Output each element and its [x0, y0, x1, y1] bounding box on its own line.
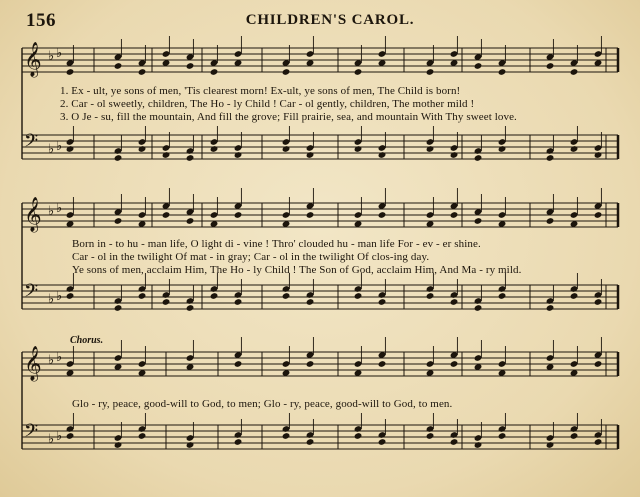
flat-sign: ♭: [48, 353, 55, 368]
system2-verse3-lyric: Ye sons of men, acclaim Him, The Ho - ly Child ! The Son of God, acclaim Him, And Ma - ry mild.: [72, 264, 522, 276]
bass-clef: 𝄢: [24, 421, 39, 446]
flat-sign: ♭: [56, 429, 63, 444]
note-head: [546, 441, 555, 449]
note-head: [450, 360, 459, 368]
note-head: [498, 68, 507, 76]
note-head: [474, 304, 483, 312]
note-head: [354, 292, 363, 300]
note-head: [474, 62, 483, 70]
flat-sign: ♭: [56, 139, 63, 154]
note-head: [378, 298, 387, 306]
note-head: [234, 360, 243, 368]
note-head: [186, 154, 195, 162]
note-head: [594, 211, 603, 219]
note-head: [306, 211, 315, 219]
note-head: [570, 432, 579, 440]
note-head: [450, 298, 459, 306]
treble-clef: 𝄞: [24, 346, 42, 381]
note-head: [210, 68, 219, 76]
note-head: [66, 145, 75, 153]
note-head: [546, 154, 555, 162]
note-head: [378, 438, 387, 446]
note-head: [426, 68, 435, 76]
note-head: [426, 145, 435, 153]
note-head: [114, 62, 123, 70]
note-head: [450, 211, 459, 219]
note-head: [594, 151, 603, 159]
note-head: [378, 211, 387, 219]
note-head: [306, 151, 315, 159]
note-head: [306, 298, 315, 306]
note-head: [210, 145, 219, 153]
note-head: [546, 304, 555, 312]
system2-verse2-lyric: Car - ol in the twilight Of mat - in gray; Car - ol in the twilight Of clos-ing day.: [72, 251, 430, 263]
note-head: [162, 151, 171, 159]
note-head: [186, 304, 195, 312]
system1-verse1-lyric: 1. Ex - ult, ye sons of men, 'Tis clearest morn! Ex-ult, ye sons of men, The Child is born!: [60, 85, 461, 97]
note-head: [474, 217, 483, 225]
note-head: [426, 292, 435, 300]
note-head: [354, 145, 363, 153]
note-head: [282, 292, 291, 300]
note-head: [378, 151, 387, 159]
bass-clef: 𝄢: [24, 281, 39, 306]
note-head: [234, 298, 243, 306]
chorus-label: Chorus.: [70, 335, 104, 346]
note-head: [450, 438, 459, 446]
note-head: [378, 360, 387, 368]
note-head: [186, 441, 195, 449]
note-head: [354, 68, 363, 76]
note-head: [234, 438, 243, 446]
note-head: [594, 298, 603, 306]
note-head: [474, 441, 483, 449]
note-head: [546, 217, 555, 225]
page-number: 156: [26, 10, 56, 31]
treble-clef: 𝄞: [24, 197, 42, 232]
flat-sign: ♭: [56, 289, 63, 304]
flat-sign: ♭: [48, 292, 55, 307]
flat-sign: ♭: [48, 432, 55, 447]
system2-verse1-lyric: Born in - to hu - man life, O light di - vine ! Thro' clouded hu - man life For - ev - er shine.: [72, 238, 481, 250]
note-head: [138, 145, 147, 153]
note-head: [114, 441, 123, 449]
note-head: [570, 292, 579, 300]
note-head: [138, 292, 147, 300]
note-head: [306, 438, 315, 446]
note-head: [570, 145, 579, 153]
note-head: [210, 292, 219, 300]
note-head: [570, 68, 579, 76]
system1-verse3-lyric: 3. O Je - su, fill the mountain, And fill the grove; Fill prairie, sea, and mountain With Thy sweet love.: [60, 111, 517, 123]
flat-sign: ♭: [48, 49, 55, 64]
note-head: [282, 145, 291, 153]
note-head: [546, 62, 555, 70]
note-head: [66, 292, 75, 300]
note-head: [282, 432, 291, 440]
note-head: [114, 217, 123, 225]
flat-sign: ♭: [56, 46, 63, 61]
note-head: [162, 211, 171, 219]
note-head: [114, 154, 123, 162]
note-head: [354, 432, 363, 440]
note-head: [474, 154, 483, 162]
hymn-title: CHILDREN'S CAROL.: [245, 12, 415, 28]
flat-sign: ♭: [48, 204, 55, 219]
note-head: [186, 217, 195, 225]
note-head: [498, 432, 507, 440]
note-head: [66, 432, 75, 440]
chorus-lyric: Glo - ry, peace, good-will to God, to men; Glo - ry, peace, good-will to God, to men.: [72, 398, 453, 410]
note-head: [498, 145, 507, 153]
note-head: [138, 432, 147, 440]
note-head: [594, 438, 603, 446]
flat-sign: ♭: [56, 201, 63, 216]
treble-clef: 𝄞: [24, 42, 42, 77]
note-head: [114, 304, 123, 312]
note-head: [594, 360, 603, 368]
note-head: [426, 432, 435, 440]
flat-sign: ♭: [48, 142, 55, 157]
flat-sign: ♭: [56, 350, 63, 365]
note-head: [282, 68, 291, 76]
note-head: [234, 211, 243, 219]
note-head: [66, 68, 75, 76]
note-head: [450, 151, 459, 159]
bass-clef: 𝄢: [24, 131, 39, 156]
note-head: [498, 292, 507, 300]
system1-verse2-lyric: 2. Car - ol sweetly, children, The Ho - ly Child ! Car - ol gently, children, The mother mild !: [60, 98, 475, 110]
note-head: [234, 151, 243, 159]
note-head: [138, 68, 147, 76]
note-head: [186, 62, 195, 70]
note-head: [162, 298, 171, 306]
note-head: [306, 360, 315, 368]
